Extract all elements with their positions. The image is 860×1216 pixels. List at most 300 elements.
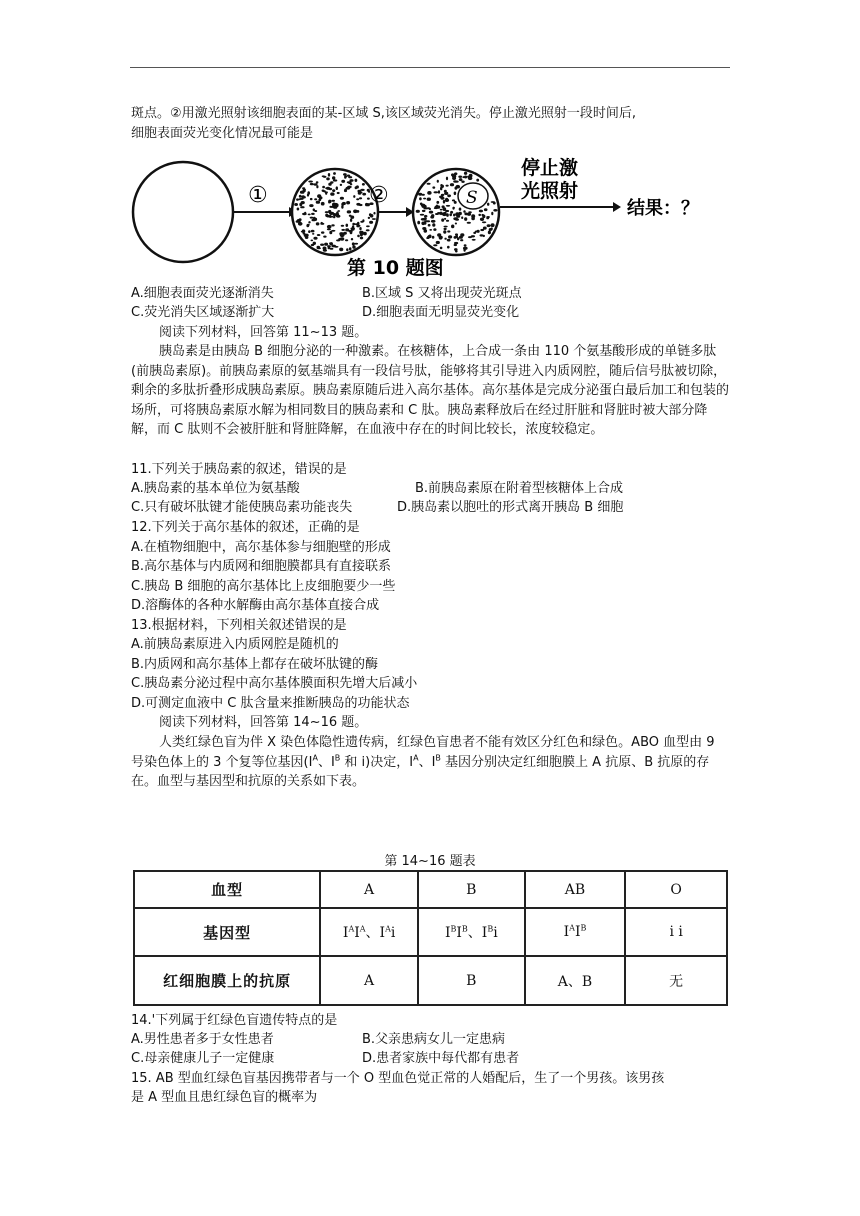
fluorescent-dot bbox=[464, 217, 467, 221]
fluorescent-dot bbox=[360, 189, 364, 191]
q10-figure bbox=[131, 150, 731, 280]
fluorescent-dot bbox=[471, 214, 475, 218]
intro-14-16: 阅读下列材料，回答第 14~16 题。 bbox=[159, 715, 368, 730]
table-row bbox=[134, 956, 727, 1005]
fluorescent-dot bbox=[333, 172, 336, 175]
fluorescent-dot bbox=[311, 240, 314, 242]
fluorescent-dot bbox=[454, 242, 458, 244]
material-14-16: 人类红绿色盲为伴 X 染色体隐性遗传病，红绿色盲患者不能有效区分红色和绿色。ABO 血型由 9 号染色体上的 3 个复等位基因($I^A$、$I^B$ 和 i)决定，$I^A$、$I^B$ 基因分别决定红细胞膜上 A 抗原、B 抗原的存在。血型与基因型和抗原的关系如下表。 bbox=[131, 735, 715, 789]
fluorescent-dot bbox=[423, 218, 427, 221]
blood-type-ab: AB bbox=[525, 871, 626, 908]
table-row bbox=[134, 871, 727, 908]
q10-stem-line2: 细胞表面荧光变化情况最可能是 bbox=[131, 126, 314, 141]
fluorescent-dot bbox=[307, 224, 310, 226]
fluorescent-dot bbox=[468, 236, 472, 238]
fluorescent-dot bbox=[326, 177, 330, 180]
fluorescent-dot bbox=[480, 234, 484, 236]
fluorescent-dot bbox=[439, 236, 443, 239]
fluorescent-dot bbox=[451, 173, 454, 176]
row-label-genotype: 基因型 bbox=[134, 908, 320, 956]
fluorescent-dot bbox=[464, 213, 468, 216]
fluorescent-dot bbox=[336, 211, 339, 215]
fluorescent-dot bbox=[452, 199, 455, 201]
fluorescent-dot bbox=[437, 180, 439, 183]
fluorescent-dot bbox=[324, 243, 328, 246]
fluorescent-dot bbox=[327, 228, 331, 230]
fluorescent-dot bbox=[350, 216, 354, 219]
fluorescent-dot bbox=[446, 177, 448, 181]
fluorescent-dot bbox=[422, 194, 425, 196]
fluorescent-dot bbox=[447, 230, 450, 232]
fluorescent-dot bbox=[302, 213, 307, 215]
q15-stem-line2: 是 A 型血且患红绿色盲的概率为 bbox=[131, 1090, 318, 1105]
fluorescent-dot bbox=[337, 192, 340, 194]
fluorescent-dot bbox=[332, 212, 334, 214]
row-label-blood-type: 血型 bbox=[134, 871, 320, 908]
fluorescent-dot bbox=[336, 186, 338, 190]
fluorescent-dot bbox=[346, 201, 350, 204]
fluorescent-dot bbox=[454, 244, 457, 246]
fluorescent-dot bbox=[454, 201, 457, 204]
fluorescent-dot bbox=[320, 244, 324, 246]
region-s-label: S bbox=[466, 188, 478, 208]
q15-stem-line1: 15. AB 型血红绿色盲基因携带者与一个 O 型血色觉正常的人婚配后，生了一个男孩。该男孩 bbox=[131, 1071, 665, 1086]
fluorescent-dot bbox=[344, 190, 347, 192]
fluorescent-dot bbox=[436, 201, 439, 204]
fluorescent-dot bbox=[314, 198, 317, 200]
fluorescent-dot bbox=[348, 176, 352, 178]
fluorescent-dot bbox=[464, 172, 467, 175]
fluorescent-dot bbox=[446, 213, 449, 217]
table-row bbox=[134, 908, 727, 956]
fluorescent-dot bbox=[350, 219, 352, 222]
fluorescent-dot bbox=[322, 175, 325, 177]
fluorescent-dot bbox=[440, 212, 442, 216]
fluorescent-dot bbox=[352, 242, 355, 245]
fluorescent-dot bbox=[366, 229, 370, 231]
q11-option-b: B.前胰岛素原在附着型核糖体上合成 bbox=[415, 481, 624, 496]
row-label-antigen: 红细胞膜上的抗原 bbox=[134, 956, 320, 1005]
fluorescent-dot bbox=[300, 191, 305, 194]
q10-options-row1 bbox=[131, 284, 522, 304]
fluorescent-dot bbox=[423, 198, 426, 200]
intro-11-13: 阅读下列材料，回答第 11~13 题。 bbox=[159, 325, 368, 340]
fluorescent-dot bbox=[482, 221, 486, 223]
fluorescent-dot bbox=[317, 194, 321, 198]
fluorescent-dot bbox=[356, 203, 360, 206]
fluorescent-dot bbox=[434, 191, 439, 193]
fluorescent-dot bbox=[356, 198, 359, 200]
fluorescent-dot bbox=[429, 211, 433, 214]
fluorescent-dot bbox=[310, 183, 314, 185]
fluorescent-dot bbox=[479, 210, 483, 213]
fluorescent-dot bbox=[459, 178, 463, 181]
fluorescent-dot bbox=[475, 231, 478, 233]
arrow-3-head bbox=[613, 202, 621, 212]
fluorescent-dot bbox=[314, 210, 317, 212]
fluorescent-dot bbox=[433, 228, 436, 231]
q14-stem: 14.'下列属于红绿色盲遗传特点的是 bbox=[131, 1013, 338, 1028]
fluorescent-dot bbox=[491, 223, 495, 227]
fluorescent-dot bbox=[341, 229, 345, 231]
fluorescent-dot bbox=[446, 205, 450, 207]
fluorescent-dot bbox=[340, 184, 342, 186]
fluorescent-dot bbox=[341, 225, 344, 227]
fluorescent-dot bbox=[448, 235, 452, 238]
genotype-ab: $I^AI^B$ bbox=[525, 908, 626, 956]
fluorescent-dot bbox=[426, 220, 430, 222]
fluorescent-dot bbox=[444, 228, 447, 230]
fluorescent-dot bbox=[417, 221, 420, 225]
fluorescent-dot bbox=[461, 181, 464, 183]
fluorescent-dot bbox=[441, 218, 444, 221]
fluorescent-dot bbox=[316, 222, 320, 225]
fluorescent-dot bbox=[455, 223, 457, 225]
fluorescent-dot bbox=[368, 217, 370, 219]
fluorescent-dot bbox=[321, 202, 325, 206]
fluorescent-dot bbox=[476, 179, 479, 182]
fluorescent-dot bbox=[459, 208, 462, 211]
fluorescent-dot bbox=[464, 176, 467, 179]
fluorescent-dot bbox=[336, 215, 340, 218]
q14-option-c: C.母亲健康儿子一定健康 bbox=[131, 1051, 275, 1066]
fluorescent-dot bbox=[358, 191, 362, 193]
fluorescent-dot bbox=[353, 195, 355, 198]
fluorescent-dot bbox=[302, 229, 306, 233]
fluorescent-dot bbox=[294, 203, 298, 206]
fluorescent-dot bbox=[332, 189, 335, 192]
fluorescent-dot bbox=[350, 183, 352, 185]
fluorescent-dot bbox=[372, 218, 376, 220]
fluorescent-dot bbox=[424, 215, 427, 218]
fluorescent-dot bbox=[416, 210, 420, 213]
fluorescent-dot bbox=[352, 223, 355, 226]
q14-option-a: A.男性患者多于女性患者 bbox=[131, 1032, 274, 1047]
fluorescent-dot bbox=[432, 186, 435, 188]
fluorescent-dot bbox=[447, 246, 450, 249]
fluorescent-dot bbox=[359, 231, 361, 234]
blank-cell bbox=[133, 162, 233, 262]
fluorescent-dot bbox=[444, 238, 446, 240]
fluorescent-dot bbox=[440, 247, 443, 250]
fluorescent-dot bbox=[362, 219, 364, 222]
fluorescent-dot bbox=[369, 221, 373, 224]
fluorescent-dot bbox=[440, 209, 443, 211]
fluorescent-dot bbox=[456, 185, 461, 189]
step2-label: ② bbox=[369, 183, 389, 208]
fluorescent-dot bbox=[322, 186, 325, 189]
fluorescent-dot bbox=[447, 239, 451, 242]
q10-stem-line1: 斑点。②用激光照射该细胞表面的某-区域 S,该区域荧光消失。停止激光照射一段时间后, bbox=[131, 106, 636, 121]
blood-type-b: B bbox=[418, 871, 525, 908]
fluorescent-dot bbox=[346, 248, 348, 251]
fluorescent-dot bbox=[308, 214, 311, 216]
fluorescent-dot bbox=[331, 245, 336, 248]
fluorescent-dot bbox=[341, 180, 345, 183]
fluorescent-dot bbox=[451, 225, 454, 229]
fluorescent-dot bbox=[331, 200, 335, 202]
material-11-13: 胰岛素是由胰岛 B 细胞分泌的一种激素。在核糖体，上合成一条由 110 个氨基酸形成的单链多肽(前胰岛素原)。前胰岛素原的氨基端具有一段信号肽，能够将其引导进入内质网腔，随后信号肽被切除，剩余的多肽折叠形成胰岛素原。胰岛素原随后进入高尔基体。高尔基体是完成分泌蛋白最后加工和包装的场所，可将胰岛素原水解为相同数目的胰岛素和 C 肽。胰岛素释放后在经过肝脏和肾脏时被大部分降解，而 C 肽则不会被肝脏和肾脏降解，在血液中存在的时间比较长，浓度较稳定。 bbox=[131, 344, 730, 437]
fluorescent-dot bbox=[357, 235, 360, 238]
fluorescent-dot bbox=[459, 236, 463, 239]
fluorescent-dot bbox=[353, 210, 357, 214]
fluorescent-dot bbox=[472, 239, 476, 241]
fluorescent-dot bbox=[427, 198, 431, 201]
fluorescent-dot bbox=[493, 209, 497, 212]
fluorescent-dot bbox=[331, 230, 335, 232]
fluorescent-dot bbox=[469, 174, 473, 178]
fluorescent-dot bbox=[352, 225, 354, 229]
fluorescent-dot bbox=[431, 220, 436, 223]
fluorescent-dot bbox=[352, 245, 355, 248]
fluorescent-dot bbox=[316, 201, 320, 204]
fluorescent-dot bbox=[461, 216, 463, 219]
fluorescent-dot bbox=[446, 185, 449, 187]
fluorescent-dot bbox=[332, 176, 335, 179]
fluorescent-dot bbox=[311, 230, 315, 233]
fluorescent-dot bbox=[427, 191, 431, 195]
q12-option-a: A.在植物细胞中，高尔基体参与细胞壁的形成 bbox=[131, 540, 391, 555]
fluorescent-dot bbox=[437, 205, 440, 208]
q11-stem: 11.下列关于胰岛素的叙述，错误的是 bbox=[131, 462, 347, 477]
fluorescent-dot bbox=[449, 213, 452, 216]
fluorescent-dot bbox=[351, 238, 353, 240]
figure-caption: 第 10 题图 bbox=[347, 257, 444, 279]
fluorescent-dot bbox=[311, 213, 315, 215]
fluorescent-dot bbox=[323, 236, 326, 238]
fluorescent-dot bbox=[321, 231, 324, 233]
q13-option-a: A.前胰岛素原进入内质网腔是随机的 bbox=[131, 637, 339, 652]
fluorescent-dot bbox=[360, 237, 363, 240]
fluorescent-dot bbox=[316, 185, 318, 188]
fluorescent-dot bbox=[488, 231, 491, 235]
q13-option-c: C.胰岛素分泌过程中高尔基体膜面积先增大后减小 bbox=[131, 676, 418, 691]
fluorescent-dot bbox=[418, 193, 422, 196]
fluorescent-dot bbox=[345, 239, 348, 241]
q10-option-b: B.区域 S 又将出现荧光斑点 bbox=[362, 286, 522, 301]
fluorescent-dot bbox=[300, 198, 304, 200]
fluorescent-dot bbox=[313, 237, 317, 240]
table-caption: 第 14~16 题表 bbox=[384, 854, 476, 869]
fluorescent-dot bbox=[346, 224, 349, 227]
fluorescent-dot bbox=[455, 233, 458, 235]
fluorescent-dot bbox=[444, 218, 446, 220]
fluorescent-dot bbox=[447, 194, 451, 197]
fluorescent-dot bbox=[346, 187, 351, 190]
antigen-b: B bbox=[418, 956, 525, 1005]
fluorescent-dot bbox=[349, 179, 353, 182]
fluorescent-dot bbox=[296, 220, 300, 223]
q10-option-c: C.荧光消失区域逐渐扩大 bbox=[131, 305, 275, 320]
fluorescent-dot bbox=[480, 229, 484, 231]
fluorescent-dot bbox=[453, 217, 458, 220]
fluorescent-dot bbox=[317, 234, 321, 236]
blood-type-table bbox=[133, 870, 728, 1006]
fluorescent-dot bbox=[429, 229, 432, 231]
fluorescent-dot bbox=[310, 217, 314, 219]
fluorescent-dot bbox=[342, 202, 346, 205]
fluorescent-dot bbox=[328, 173, 330, 177]
fluorescent-dot bbox=[478, 214, 481, 216]
q13-stem: 13.根据材料，下列相关叙述错误的是 bbox=[131, 618, 347, 633]
fluorescent-dot bbox=[347, 210, 351, 213]
fluorescent-dot bbox=[331, 224, 334, 226]
fluorescent-dot bbox=[450, 211, 453, 214]
fluorescent-dot bbox=[313, 242, 316, 245]
blood-type-o: O bbox=[625, 871, 727, 908]
fluorescent-dot bbox=[348, 230, 352, 232]
fluorescent-dot bbox=[487, 224, 491, 227]
fluorescent-dot bbox=[310, 198, 313, 200]
fluorescent-dot bbox=[308, 221, 310, 223]
fluorescent-dot bbox=[330, 192, 334, 195]
fluorescent-dot bbox=[362, 193, 366, 196]
fluorescent-dot bbox=[340, 237, 344, 240]
fluorescent-dot bbox=[331, 206, 334, 208]
fluorescent-dot bbox=[454, 248, 458, 251]
q14-options-row1 bbox=[131, 1030, 506, 1050]
fluorescent-dot bbox=[323, 247, 327, 251]
fluorescent-dot bbox=[454, 172, 457, 175]
fluorescent-dot bbox=[327, 225, 332, 229]
fluorescent-dot bbox=[362, 183, 365, 186]
fluorescent-dot bbox=[366, 225, 370, 227]
genotype-o: i i bbox=[625, 908, 727, 956]
fluorescent-dot bbox=[341, 205, 343, 209]
fluorescent-dot bbox=[339, 248, 343, 252]
fluorescent-dot bbox=[442, 207, 446, 211]
fluorescent-dot bbox=[460, 239, 463, 241]
fluorescent-dot bbox=[444, 192, 448, 195]
fluorescent-dot bbox=[464, 244, 467, 246]
q11-option-a: A.胰岛素的基本单位为氨基酸 bbox=[131, 481, 300, 496]
fluorescent-dot bbox=[328, 183, 331, 186]
q12-option-d: D.溶酶体的各种水解酶由高尔基体直接合成 bbox=[131, 598, 380, 613]
fluorescent-dot bbox=[359, 197, 362, 199]
fluorescent-dot bbox=[333, 179, 337, 181]
q10-options-row2 bbox=[131, 303, 520, 323]
fluorescent-dot bbox=[330, 242, 332, 245]
fluorescent-dot bbox=[340, 197, 344, 200]
fluorescent-dot bbox=[355, 179, 358, 182]
fluorescent-dot bbox=[424, 221, 427, 225]
fluorescent-dot bbox=[343, 173, 347, 176]
genotype-a: $I^AI^A$、$I^Ai$ bbox=[320, 908, 418, 956]
fluorescent-dot bbox=[355, 186, 358, 189]
fluorescent-dot bbox=[305, 234, 309, 237]
fluorescent-dot bbox=[312, 233, 314, 235]
q11-option-d: D.胰岛素以胞吐的形式离开胰岛 B 细胞 bbox=[397, 500, 624, 515]
fluorescent-dot bbox=[320, 223, 324, 225]
fluorescent-dot bbox=[326, 187, 330, 190]
fluorescent-dot bbox=[299, 195, 302, 198]
genotype-b: $I^BI^B$、$I^Bi$ bbox=[418, 908, 525, 956]
fluorescent-dot bbox=[299, 203, 302, 206]
fluorescent-dot bbox=[430, 216, 434, 219]
q14-options-row2 bbox=[131, 1049, 520, 1069]
fluorescent-dot bbox=[373, 212, 375, 215]
antigen-o: 无 bbox=[625, 956, 727, 1005]
fluorescent-dot bbox=[419, 197, 422, 200]
q12-stem: 12.下列关于高尔基体的叙述，正确的是 bbox=[131, 520, 360, 535]
fluorescent-dot bbox=[317, 247, 321, 249]
fluorescent-dot bbox=[344, 176, 346, 178]
fluorescent-dot bbox=[486, 216, 490, 218]
q10-option-a: A.细胞表面荧光逐渐消失 bbox=[131, 286, 274, 301]
q14-option-b: B.父亲患病女儿一定患病 bbox=[362, 1032, 506, 1047]
fluorescent-dot bbox=[332, 203, 335, 207]
fluorescent-dot bbox=[487, 203, 489, 206]
q10-option-d: D.细胞表面无明显荧光变化 bbox=[362, 305, 520, 320]
fluorescent-dot bbox=[491, 212, 493, 215]
blood-type-a: A bbox=[320, 871, 418, 908]
fluorescent-dot bbox=[428, 224, 431, 227]
fluorescent-dot bbox=[325, 211, 329, 213]
fluorescent-dot bbox=[300, 206, 304, 208]
fluorescent-dot bbox=[441, 185, 444, 188]
step1-label: ① bbox=[248, 183, 268, 208]
fluorescent-dot bbox=[316, 181, 319, 183]
header-rule bbox=[130, 67, 730, 68]
fluorescent-dot bbox=[297, 208, 300, 211]
q12-option-b: B.高尔基体与内质网和细胞膜都具有直接联系 bbox=[131, 559, 392, 574]
fluorescent-dot bbox=[452, 177, 456, 180]
fluorescent-dot bbox=[444, 226, 448, 228]
fluorescent-dot bbox=[455, 181, 459, 183]
fluorescent-dot bbox=[370, 214, 374, 218]
fluorescent-dot bbox=[356, 225, 359, 228]
fluorescent-dot bbox=[453, 214, 455, 217]
fluorescent-dot bbox=[463, 247, 468, 250]
fluorescent-dot bbox=[424, 229, 428, 232]
fluorescent-dot bbox=[432, 236, 435, 239]
fluorescent-dot bbox=[446, 220, 449, 222]
fluorescent-dot bbox=[467, 222, 471, 224]
q13-option-d: D.可测定血液中 C 肽含量来推断胰岛的功能状态 bbox=[131, 696, 410, 711]
q12-option-c: C.胰岛 B 细胞的高尔基体比上皮细胞要少一些 bbox=[131, 579, 396, 594]
q11-option-c: C.只有破坏肽键才能使胰岛素功能丧失 bbox=[131, 500, 353, 515]
fluorescent-dot bbox=[420, 214, 424, 216]
fluorescent-dot bbox=[436, 241, 440, 244]
fluorescent-dot bbox=[438, 190, 440, 193]
fluorescent-dot bbox=[307, 191, 310, 195]
fluorescent-dot bbox=[445, 199, 449, 202]
fluorescent-dot bbox=[439, 196, 443, 199]
fluorescent-dot bbox=[313, 217, 316, 221]
q11-options-row1 bbox=[131, 479, 624, 499]
fluorescent-dot bbox=[432, 223, 435, 227]
fluorescent-dot bbox=[308, 230, 310, 233]
fluorescent-dot bbox=[454, 192, 457, 196]
antigen-a: A bbox=[320, 956, 418, 1005]
fluorescent-dot bbox=[313, 183, 317, 185]
fluorescent-dot bbox=[452, 207, 454, 210]
fluorescent-dot bbox=[343, 232, 347, 235]
fluorescent-dot bbox=[309, 204, 313, 207]
fluorescent-dot bbox=[354, 243, 358, 245]
fluorescent-dot bbox=[458, 176, 462, 178]
fluorescent-dot bbox=[433, 244, 437, 246]
fluorescent-dot bbox=[420, 203, 423, 206]
fluorescent-dot bbox=[359, 227, 361, 230]
fluorescent-dot bbox=[426, 207, 430, 209]
fluorescent-dot bbox=[484, 208, 488, 211]
fluorescent-dot bbox=[427, 183, 431, 185]
q13-option-b: B.内质网和高尔基体上都存在破坏肽键的酶 bbox=[131, 657, 379, 672]
fluorescent-dot bbox=[296, 198, 299, 200]
fluorescent-dot bbox=[423, 205, 427, 209]
fluorescent-dot bbox=[422, 210, 426, 212]
